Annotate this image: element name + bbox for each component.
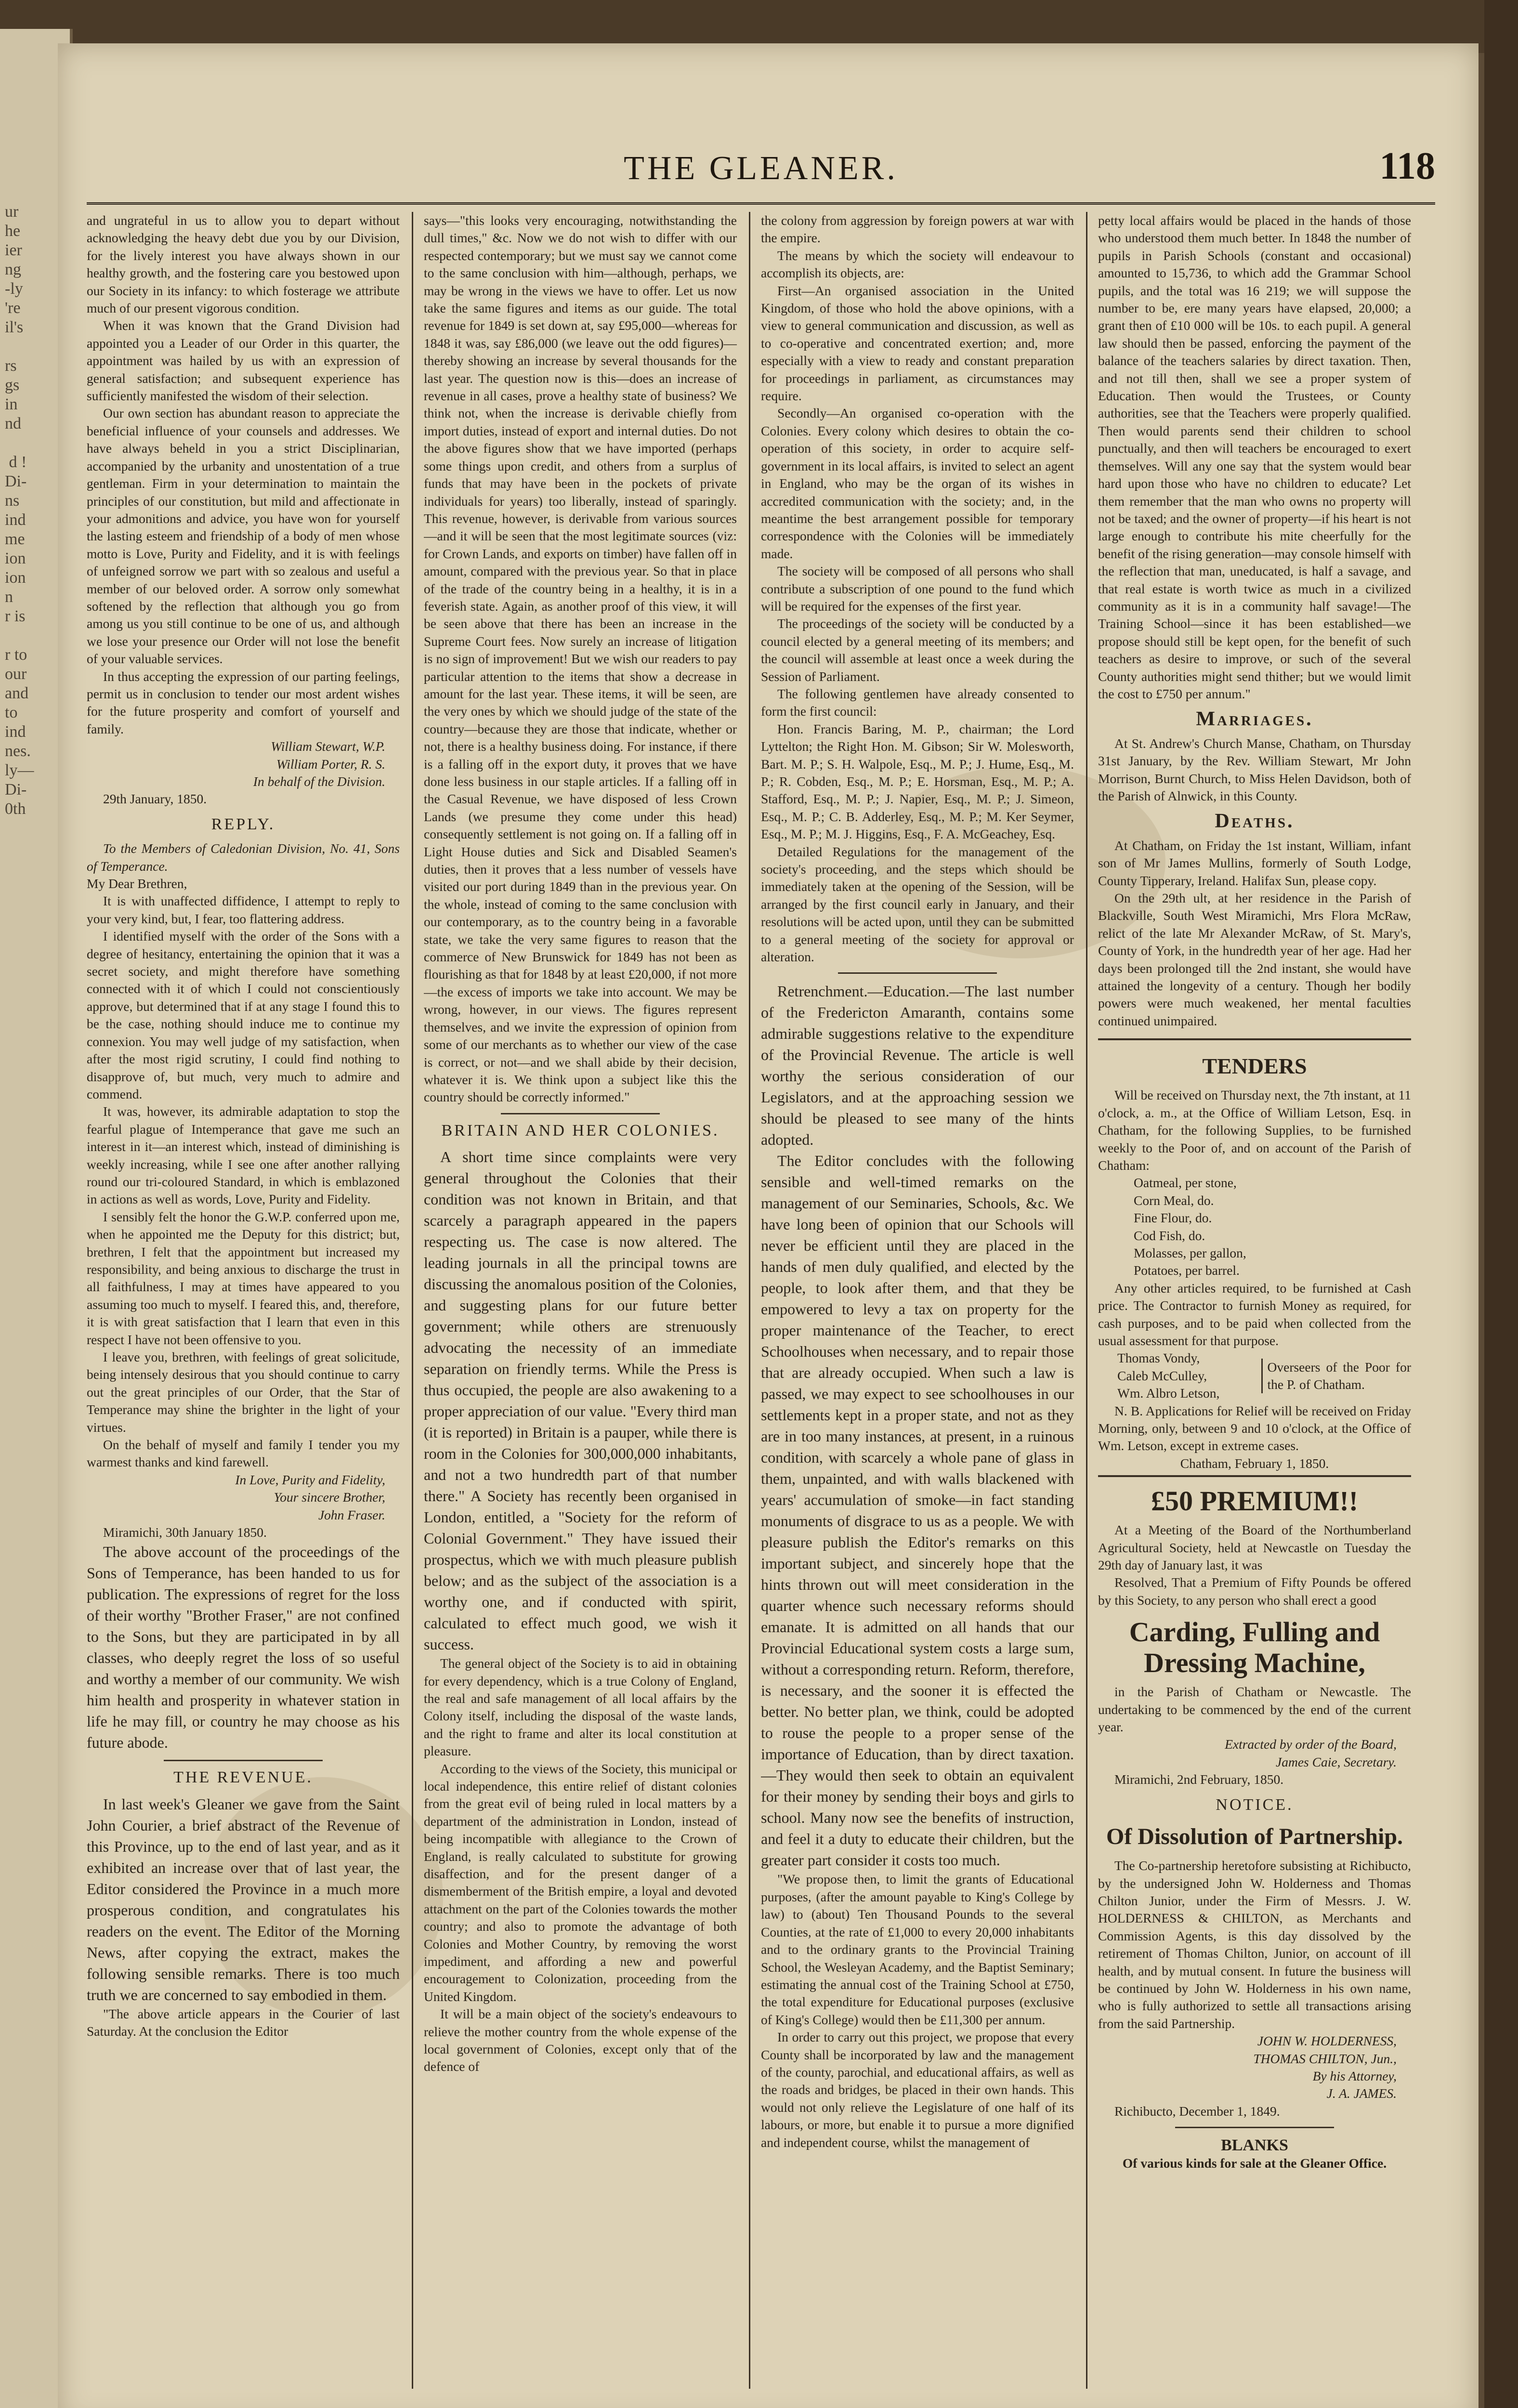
article-paragraph: The above account of the proceedings of the Sons of Temperance, has been handed to us for publication. The expressions of regret for the loss of their worthy "Brother Fraser," are not confined to the Sons, but they are participated in by all classes, who deeply regret the loss of so useful and worthy a member of our community. We wish him health and prosperity in whatever station in life he may fill, or country he may choose as his future abode.	[87, 1543, 400, 1752]
article-paragraph: It is with unaffected diffidence, I attempt to reply to your very kind, but, I fear, too flattering address.	[87, 893, 400, 926]
article-paragraph: In order to carry out this project, we propose that every County shall be incorporated by law and the management of the county, parochial, and educational affairs, as well as the roads and bridges, be placed in their own hands. This would not only relieve the Legislature of one half of its labours, or more, but enable it to pursue a more dignified and independent course, whilst the management of	[761, 2029, 1074, 2150]
article-paragraph: "The above article appears in the Courier of last Saturday. At the conclusion the Editor	[87, 2006, 400, 2039]
signature: By his Attorney,	[1312, 2068, 1397, 2083]
article-paragraph: Detailed Regulations for the management of the society's proceeding, and the steps which should be immediately taken at the opening of the Session, will be arranged by the first council early in January, and their resolutions will be acted upon, until they can be submitted to a general meeting of the society for approval or alteration.	[761, 844, 1074, 965]
closing: Your sincere Brother,	[274, 1490, 385, 1505]
ad-paragraph: Will be received on Thursday next, the 7th instant, at 11 o'clock, a. m., at the Office of William Letson, Esq. in Chatham, for the following Supplies, to be furnished weekly to the Poor of, and on account of the Parish of Chatham:	[1098, 1087, 1411, 1173]
divider	[1175, 2127, 1334, 2128]
article-paragraph: A short time since complaints were very general throughout the Colonies that their condition was not known in Britain, and that scarcely a paragraph appeared in the papers respecting us. The case is now altered. The leading journals in all the principal towns are discussing the anomalous position of the Colonies, and suggesting plans for our future better government; while others are strenuously advocating the necessity of an immediate separation on friendly terms. While the Press is thus occupied, the people are also awakening to a proper appreciation of our value. "Every third man (it is reported) in Britain is a pauper, while there is room in the Colonies for 300,000,000 inhabitants, and not a two hundredth part of that number there." A Society has recently been organised in London, entitled, a "Society for the reform of Colonial Government." They have issued their prospectus, which we with much pleasure publish below; and as the subject of the association is a worthy one, and if conducted with spirit, calculated to effect much good, we wish it success.	[424, 1148, 737, 1653]
divider	[838, 972, 997, 974]
section-heading: Marriages.	[1196, 708, 1313, 731]
column-4	[1098, 212, 1411, 2394]
signature: In behalf of the Division.	[253, 774, 385, 789]
signature: THOMAS CHILTON, Jun.,	[1253, 2051, 1397, 2066]
article-paragraph: Retrenchment.—Education.—The last number of the Fredericton Amaranth, contains some admirable suggestions relative to the expenditure of the Provincial Revenue. The article is well worthy the serious consideration of our Legislators, and at the approaching session we should be pleased to see many of the hints adopted.	[761, 982, 1074, 1149]
ad-paragraph: N. B. Applications for Relief will be received on Friday Morning, only, between 9 and 10 o'clock, at the Office of Wm. Letson, except in extreme cases.	[1098, 1403, 1411, 1453]
dissolution-heading: Of Dissolution of Partnership.	[1106, 1824, 1403, 1850]
article-paragraph: says—"this looks very encouraging, notwithstanding the dull times," &c. Now we do not wish to differ with our respected contemporary; but we must say we cannot come to the same conclusion with him—although, perhaps, we may be wrong in the views we have to offer. Let us now take the same figures and items as our guide. The total revenue for 1849 is set down at, say £95,000—whereas for 1848 it was, say £86,000 (we leave out the odd figures)—thereby showing an increase by several thousands for the last year. The question now is this—does an increase of revenue in all cases, prove a healthy state of business? We think not, when the increase is derivable chiefly from import duties, instead of export and internal duties. Do not the above figures show that we have imported (perhaps some things upon credit, and others from a surplus of funds that may have been in the pockets of private individuals for years) too liberally, instead of sparingly. This revenue, however, is derivable from various sources—and it will be seen that the most legitimate sources (viz: for Crown Lands, and exports on timber) have fallen off in amount, compared with the previous year. So that in place of the trade of the country being in a healthy, it is in a feverish state. Again, as another proof of this view, it will be seen above that there has been an increase in the Supreme Court fees. Now surely an increase of litigation is no sign of improvement! But we wish our readers to pay particular attention to the items that show a decrease in amount for the last year. These items, it will be seen, are the very ones by which we should judge of the state of the country—because they are those that indicate, whether or not, there is a healthy business doing. For instance, if there is a falling off in the export duty, it proves that we have done less business in our staple articles. If a falling off in the Casual Revenue, we have disposed of less Crown Lands (we presume they come under this head) consequently settlement is not going on. If a falling off in Light House duties and Sick and Disabled Seamen's duties, then it proves that a less number of vessels have visited our port during 1849 than in the previous year. On the whole, instead of coming to the same conclusion with our contemporary, as to the country being in a favorable state, we take the very same figures to reason that the commerce of New Brunswick for 1849 has not been as flourishing as that for 1848 by at least £20,000, if not more—the excess of imports we take into account. We may be wrong, however, in our views. The figures represent themselves, and we invite the expression of opinion from some of our merchants as to whether our view of the case is correct, or not—and we shall abide by their decision, whatever it is. We think upon a subject like this the country should be correctly informed."	[424, 213, 737, 1105]
supply-item: Potatoes, per barrel.	[1134, 1263, 1240, 1278]
facing-page-text: ur he ier ng -ly 're il's rs gs in nd d ! Di- ns ind me ion ion n r is r to our and to ind nes. ly— Di- 0th	[5, 203, 34, 818]
section-heading: THE REVENUE.	[173, 1768, 313, 1787]
section-heading: Deaths.	[1215, 810, 1295, 833]
article-paragraph: Hon. Francis Baring, M. P., chairman; the Lord Lyttelton; the Right Hon. M. Gibson; Sir W. Molesworth, Bart. M. P.; S. H. Walpole, Esq., M. P.; J. Hume, Esq., M. P.; R. Cobden, Esq., M. P.; E. Horsman, Esq., M. P.; A. Stafford, Esq., M. P.; J. Napier, Esq., M. P.; J. Simeon, Esq., M. P.; C. B. Adderley, Esq., M. P.; M. Ker Seymer, Esq., M. P.; M. J. Higgins, Esq., F. A. McGeachey, Esq.	[761, 721, 1074, 842]
notice-paragraph: At Chatham, on Friday the 1st instant, William, infant son of Mr James Mullins, formerly of South Lodge, County Tipperary, Ireland. Halifax Sun, please copy.	[1098, 838, 1411, 888]
divider	[164, 1760, 323, 1761]
article-paragraph: the colony from aggression by foreign powers at war with the empire.	[761, 213, 1074, 246]
newspaper-page	[58, 43, 1479, 2408]
article-paragraph: Secondly—An organised co-operation with the Colonies. Every colony which desires to obtain the co-operation of this society, in order to acquire self-government in its local affairs, is invited to select an agent in England, who may be the organ of its wishes in accredited communication with the society; and, in the meantime the best arrangement possible for temporary correspondence with the Colonies will be immediately made.	[761, 406, 1074, 561]
address-line: To the Members of Caledonian Division, No. 41, Sons of Temperance.	[87, 841, 400, 874]
article-paragraph: "We propose then, to limit the grants of Educational purposes, (after the amount payable to King's College by law) to (about) Ten Thousand Pounds to the several Counties, at the rate of £1,000 to every 20,000 inhabitants and to the ordinary grants to the Provincial Training School, the Wesleyan Academy, and the Baptist Seminary; estimating the annual cost of the Training School at £750, the total expenditure for Educational purposes (exclusive of King's College) would then be £11,300 per annum.	[761, 1871, 1074, 2027]
article-paragraph: I leave you, brethren, with feelings of great solicitude, being intensely desirous that you should continue to carry out the great principles of our Order, that the Star of Temperance may shine the brighter in the light of your virtues.	[87, 1349, 400, 1435]
ad-paragraph: in the Parish of Chatham or Newcastle. The undertaking to be commenced by the end of the current year.	[1098, 1684, 1411, 1735]
article-paragraph: According to the views of the Society, this municipal or local independence, this entire relief of distant colonies from the great evil of being ruled in local matters by a department of the administration in London, instead of being incompatible with allegiance to the Crown of England, is really calculated to substitute for growing disaffection, and for the present danger of a dismemberment of the British empire, a loyal and devoted attachment on the part of the Colonies towards the mother country; and also to promote the advantage of both Colonies and Mother Country, by removing the worst impediment, and affording a new and powerful encouragement to Colonization, proceeding from the United Kingdom.	[424, 1761, 737, 2004]
blanks-heading: BLANKS	[1221, 2136, 1288, 2155]
closing: In Love, Purity and Fidelity,	[235, 1472, 385, 1487]
overseer-name: Wm. Albro Letson,	[1117, 1386, 1220, 1401]
dateline: 29th January, 1850.	[103, 791, 207, 807]
article-paragraph: It was, however, its admirable adaptation to stop the fearful plague of Intemperance that gave me such an interest in it—an interest which, instead of diminishing is weekly increasing, while I see one after another rallying round our tri-coloured Standard, in which is emblazoned in actions as well as words, Love, Purity and Fidelity.	[87, 1104, 400, 1207]
page-number: 118	[1379, 145, 1435, 187]
closing: John Fraser.	[318, 1507, 385, 1522]
column-1	[87, 212, 400, 2394]
article-paragraph: The society will be composed of all persons who shall contribute a subscription of one pound to the fund which will be required for the expenses of the first year.	[761, 563, 1074, 614]
book-binding-right	[1484, 0, 1518, 2408]
article-paragraph: In thus accepting the expression of our parting feelings, permit us in conclusion to tender our most ardent wishes for the future prosperity and comfort of yourself and family.	[87, 668, 400, 736]
article-paragraph: Our own section has abundant reason to appreciate the beneficial influence of your counsels and addresses. We have always beheld in you a strict Disciplinarian, accompanied by the urbanity and unostentation of a true gentleman. Firm in your determination to maintain the principles of our constitution, but mild and affectionate in your admonitions and advice, you have won for yourself the lasting esteem and friendship of a body of men whose motto is Love, Purity and Fidelity, and it is with feelings of unfeigned sorrow we part with so zealous and useful a member of our beloved order. A sorrow only somewhat softened by the reflection that although you go from among us you still continue to be one of us, and although we lose your presence our Order will not lose the benefit of your valuable services.	[87, 406, 400, 667]
column-3	[761, 212, 1074, 2394]
article-paragraph: First—An organised association in the United Kingdom, of those who hold the above opinions, with a view to general communication and discussion, as well as to co-operative and concentrated exertion; and, more especially with a view to ready and constant preparation for proceedings in parliament, as circumstances may require.	[761, 283, 1074, 404]
section-heading: BRITAIN AND HER COLONIES.	[441, 1121, 720, 1139]
article-paragraph: When it was known that the Grand Division had appointed you a Leader of our Order in this quarter, the appointment was hailed by us with an expression of general satisfaction; and subsequent experience has sufficiently manifested the wisdom of their selection.	[87, 318, 400, 404]
article-paragraph: In last week's Gleaner we gave from the Saint John Courier, a brief abstract of the Revenue of this Province, up to the end of last year, and as it exhibited an increase over that of last year, the Editor considered the Province in a much more prosperous condition, and congratulates his readers on the event. The Editor of the Morning News, after copying the extract, makes the following sensible remarks. There is too much truth we are concerned to say embodied in them.	[87, 1795, 400, 2003]
article-paragraph: The means by which the society will endeavour to accomplish its objects, are:	[761, 248, 1074, 281]
ad-paragraph: At a Meeting of the Board of the Northumberland Agricultural Society, held at Newcastle on Tuesday the 29th day of January last, it was	[1098, 1522, 1411, 1573]
article-paragraph: The proceedings of the society will be conducted by a council elected by a general meeting of its members; and the council will assemble at least once a week during the Session of Parliament.	[761, 616, 1074, 684]
notice-paragraph: On the 29th ult, at her residence in the Parish of Blackville, South West Miramichi, Mrs Flora McRaw, relict of the late Mr Alexander McRaw, of St. Mary's, County of York, in the hundredth year of her age. Had her days been prolonged till the 2nd instant, she would have attained the longevity of a century. Though her bodily powers were much weakened, her mental faculties continued unimpaired.	[1098, 890, 1411, 1028]
article-paragraph: The Editor concludes with the following sensible and well-timed remarks on the management of our Seminaries, Schools, &c. We have long been of opinion that our Schools will never be efficient until they are placed in the hands of men duly qualified, and elected by the people, to look after them, and that they be empowered to levy a tax on property for the proper maintenance of the Teacher, to erect Schoolhouses when necessary, and to repair those that are already occupied. When such a law is passed, we may expect to see schoolhouses in our settlements kept in a proper state, and not as they are in too many instances, at present, in a ruinous condition, with scarcely a whole pane of glass in them, unpainted, and with walls blackened with years' accumulation of smoke—in fact standing monuments of disgrace to us as a people. We with pleasure publish the Editor's remarks on this important subject, and sincerely hope that the hints thrown out will meet consideration in the quarter whence such necessary reforms should emanate. It is admitted on all hands that our Provincial Educational system costs a large sum, without a corresponding return. Reform, therefore, is necessary, and the sooner it is effected the better. No better plan, we think, could be adopted to rouse the people to a proper sense of the importance of Education, than by direct taxation.—They would then seek to obtain an equivalent for their money by sending their boys and girls to school. Many now see the benefits of instruction, and feel it a duty to educate their children, but the greater part consider it costs too much.	[761, 1152, 1074, 1869]
signature: JOHN W. HOLDERNESS,	[1257, 2033, 1397, 2049]
dateline: Miramichi, 30th January 1850.	[103, 1525, 267, 1540]
dateline: Richibucto, December 1, 1849.	[1114, 2103, 1280, 2119]
ad-paragraph: Resolved, That a Premium of Fifty Pounds be offered by this Society, to any person who shall erect a good	[1098, 1575, 1411, 1608]
supply-item: Molasses, per gallon,	[1134, 1245, 1246, 1260]
ad-paragraph: Any other articles required, to be furnished at Cash price. The Contractor to furnish Money as required, for cash purposes, and to be paid when collected from the usual assessment for that purpose.	[1098, 1280, 1411, 1348]
section-heading: REPLY.	[211, 815, 275, 833]
article-paragraph: It will be a main object of the society's endeavours to relieve the mother country from the whole expense of the local government of Colonies, except only that of the defence of	[424, 2006, 737, 2074]
closing: James Caie, Secretary.	[1276, 1754, 1397, 1769]
advertisement-tenders	[1098, 1038, 1411, 1477]
dateline: Chatham, February 1, 1850.	[1180, 1455, 1329, 1471]
page-header	[87, 144, 1435, 205]
blanks-text: Of various kinds for sale at the Gleaner Office.	[1122, 2155, 1387, 2171]
column-rule	[1086, 212, 1087, 2389]
supply-item: Cod Fish, do.	[1134, 1228, 1205, 1243]
dateline: Miramichi, 2nd February, 1850.	[1114, 1772, 1284, 1787]
notice-heading: NOTICE.	[1216, 1795, 1294, 1814]
signature: J. A. JAMES.	[1326, 2086, 1397, 2101]
ad-heading: TENDERS	[1202, 1054, 1307, 1079]
overseer-name: Thomas Vondy,	[1117, 1350, 1200, 1366]
supply-item: Fine Flour, do.	[1134, 1210, 1212, 1226]
divider	[501, 1113, 660, 1114]
article-paragraph: and ungrateful in us to allow you to depart without acknowledging the heavy debt due you by our Division, for the lively interest you have always shown in our healthy growth, and the fostering care you bestowed upon our Society in its infancy: to which fosterage we attribute much of our present vigorous condition.	[87, 213, 400, 316]
notice-paragraph: At St. Andrew's Church Manse, Chatham, on Thursday 31st January, by the Rev. William Stewart, Mr John Morrison, Burnt Church, to Miss Helen Davidson, both of the Parish of Alnwick, in this County.	[1098, 735, 1411, 803]
article-paragraph: The general object of the Society is to aid in obtaining for every dependency, which is a true Colony of England, the real and safe management of all local affairs by the Colony itself, including the disposal of the waste lands, and the right to frame and alter its local constitution at pleasure.	[424, 1656, 737, 1759]
article-paragraph: I identified myself with the order of the Sons with a degree of hesitancy, entertaining the opinion that it was a secret society, and might therefore have something connected with it of which I could not conscientiously approve, but determined that if at any stage I found this to be the case, nothing should induce me to continue my connexion. You may well judge of my satisfaction, when after the most rigid scrutiny, I could find nothing to disapprove of, but much, very much to admire and commend.	[87, 929, 400, 1101]
overseer-name: Caleb McCulley,	[1117, 1368, 1207, 1383]
overseers-title: Overseers of the Poor for the P. of Chatham.	[1261, 1359, 1412, 1394]
carding-heading: Carding, Fulling and Dressing Machine,	[1129, 1616, 1380, 1679]
supply-item: Oatmeal, per stone,	[1134, 1175, 1237, 1191]
salutation: My Dear Brethren,	[87, 876, 187, 891]
premium-heading: £50 PREMIUM!!	[1151, 1485, 1359, 1517]
article-paragraph: The following gentlemen have already consented to form the first council:	[761, 686, 1074, 719]
article-paragraph: petty local affairs would be placed in the hands of those who understood them much better. In 1848 the number of pupils in Parish Schools (constant and occasional) amounted to 15,736, to which add the Grammar School pupils, and the total was 16 219; we will suppose the number to be, ere many years have elapsed, 20,000; a grant then of £10 000 will be 10s. to each pupil. A general law should then be passed, enforcing the payment of the balance of the teachers salaries by direct taxation. Then, and not till then, shall we see a proper system of Education. Then would the Trustees, or County authorities, see that the Teachers were properly qualified. Then would parents send their children to school punctually, and then will teachers be encouraged to exert themselves. Will any one say that the system would bear hard upon those who have no children to educate? Let them remember that the man who owns no property will not be taxed; and the owner of property—if his heart is not large enough to contribute his mite cheerfully for the benefit of the rising generation—may console himself with the reflection that man, uneducated, is half a savage, and that real estate is worth twice as much in a civilized community as it is in a community half savage!—The Training School—since it has been established—we propose should still be kept open, for the benefit of such teachers as desire to improve, or such of the several County authorities might send thither; but we would limit the cost to £750 per annum."	[1098, 213, 1411, 701]
article-paragraph: On the behalf of myself and family I tender you my warmest thanks and kind farewell.	[87, 1437, 400, 1470]
ad-paragraph: The Co-partnership heretofore subsisting at Richibucto, by the undersigned John W. Holderness and Thomas Chilton Junior, under the Firm of Messrs. J. W. HOLDERNESS & CHILTON, as Merchants and Commission Agents, is this day dissolved by the retirement of Thomas Chilton, Junior, on account of ill health, and by mutual consent. In future the business will be continued by John W. Holderness in his own name, who is fully authorized to settle all transactions arising from the said Partnership.	[1098, 1858, 1411, 2031]
overseers-block	[1098, 1349, 1411, 1402]
signature: William Porter, R. S.	[276, 756, 385, 772]
closing: Extracted by order of the Board,	[1225, 1737, 1397, 1752]
column-rule	[412, 212, 413, 2389]
article-paragraph: I sensibly felt the honor the G.W.P. conferred upon me, when he appointed me the Deputy for this district; but, brethren, I felt that the appointment but increased my responsibility, and being anxious to discharge the trust in all faithfulness, I may at times have appeared to you assuming too much to myself. I feared this, and, therefore, it is with great satisfaction that I learn that even in this respect I have not been offensive to you.	[87, 1209, 400, 1347]
supply-item: Corn Meal, do.	[1134, 1192, 1214, 1208]
column-2	[424, 212, 737, 2394]
newspaper-title: THE GLEANER.	[624, 150, 898, 187]
column-rule	[749, 212, 750, 2389]
signature: William Stewart, W.P.	[271, 739, 385, 754]
